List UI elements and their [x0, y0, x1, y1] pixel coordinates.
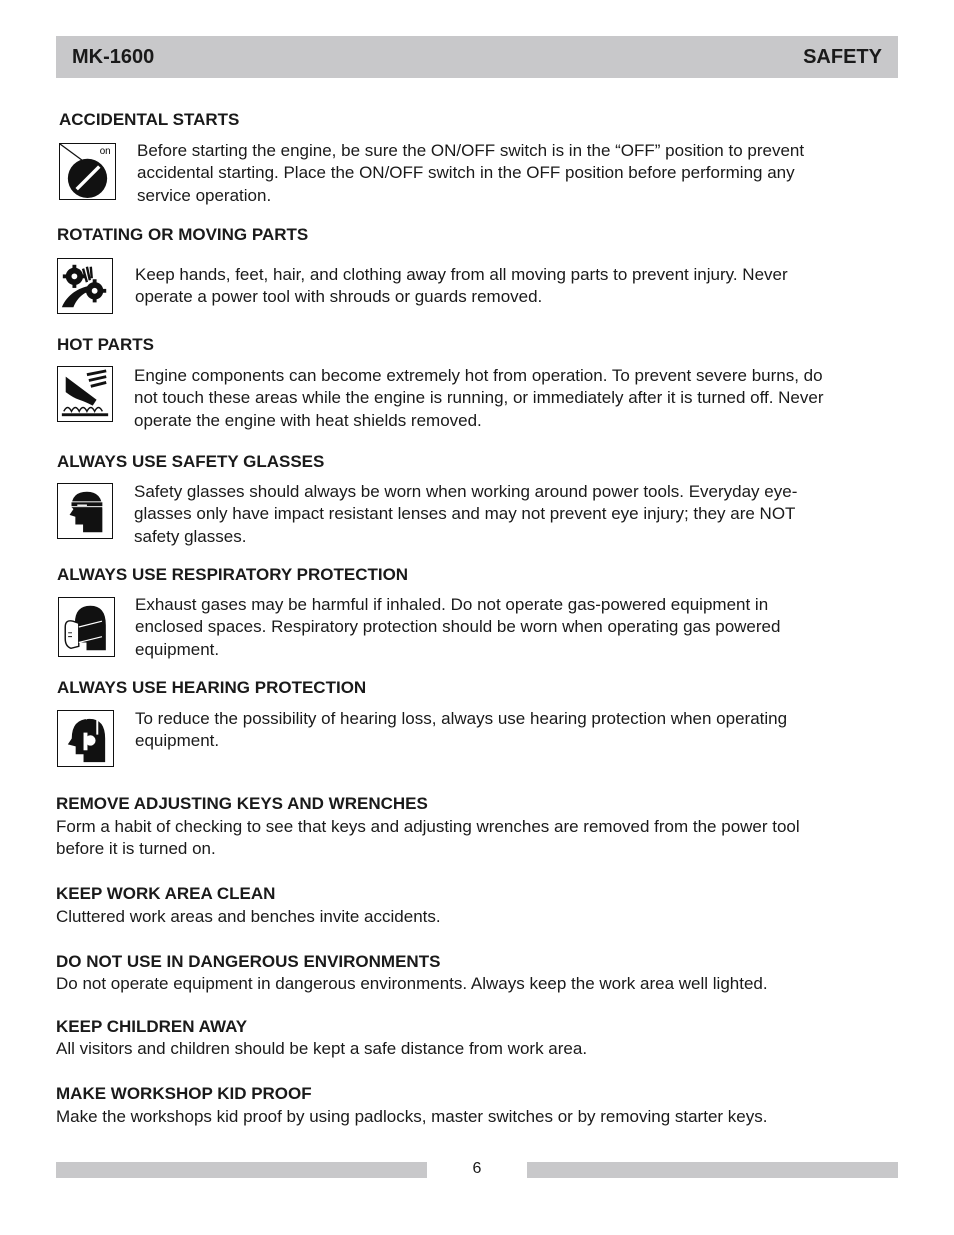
- section-body-dangerous-environments: [56, 973, 898, 995]
- body-line: safety glasses.: [134, 526, 247, 546]
- section-heading-kid-proof: MAKE WORKSHOP KID PROOF: [56, 1084, 312, 1103]
- page-number: 6: [472, 1160, 482, 1177]
- model-name: MK-1600: [72, 45, 155, 68]
- section-heading-safety-glasses: ALWAYS USE SAFETY GLASSES: [57, 452, 325, 471]
- rotating-gears-hand-icon: [57, 258, 113, 314]
- body-line: accidental starting. Place the ON/OFF switch in the OFF position before performing any: [137, 163, 795, 183]
- hearing-protection-head-icon: [57, 710, 114, 767]
- section-body-remove-keys: [56, 816, 898, 861]
- section-heading-work-area-clean: KEEP WORK AREA CLEAN: [56, 884, 276, 903]
- on-off-switch-icon: [59, 143, 116, 200]
- body-line: service operation.: [137, 185, 272, 205]
- body-line: Exhaust gases may be harmful if inhaled. Do not operate gas-powered equipment in: [135, 595, 769, 614]
- body-line: not touch these areas while the engine is running, or immediately after it is turned off. Never: [134, 388, 824, 408]
- section-heading-accidental-starts: ACCIDENTAL STARTS: [59, 110, 240, 129]
- section-title: SAFETY: [803, 45, 882, 68]
- hot-surface-hand-icon: [57, 366, 113, 422]
- section-body-hot-parts: [134, 365, 904, 432]
- section-body-rotating-parts: [135, 264, 897, 309]
- section-heading-rotating-parts: ROTATING OR MOVING PARTS: [57, 225, 309, 244]
- body-line: Before starting the engine, be sure the ON/OFF switch is in the “OFF” position to prevent: [137, 141, 805, 160]
- body-line: All visitors and children should be kept a safe distance from work area.: [56, 1039, 588, 1058]
- section-heading-hearing-protection: ALWAYS USE HEARING PROTECTION: [57, 678, 367, 697]
- body-line: Cluttered work areas and benches invite accidents.: [56, 907, 441, 926]
- section-heading-remove-keys: REMOVE ADJUSTING KEYS AND WRENCHES: [56, 794, 428, 813]
- section-body-safety-glasses: [134, 481, 904, 548]
- section-body-work-area-clean: [56, 906, 898, 928]
- body-line: operate the engine with heat shields removed.: [134, 410, 482, 430]
- body-line: Form a habit of checking to see that keys and adjusting wrenches are removed from the power tool: [56, 817, 800, 836]
- section-heading-hot-parts: HOT PARTS: [57, 335, 154, 354]
- body-line: equipment.: [135, 639, 220, 659]
- body-line: Do not operate equipment in dangerous environments. Always keep the work area well lighted.: [56, 974, 768, 993]
- body-line: operate a power tool with shrouds or guards removed.: [135, 287, 543, 307]
- body-line: glasses only have impact resistant lenses and may not prevent eye injury; they are NOT: [134, 504, 796, 524]
- section-body-respiratory-protection: [135, 594, 897, 661]
- section-heading-dangerous-environments: DO NOT USE IN DANGEROUS ENVIRONMENTS: [56, 952, 441, 971]
- body-line: before it is turned on.: [56, 839, 216, 859]
- section-body-hearing-protection: [135, 708, 897, 753]
- body-line: Engine components can become extremely hot from operation. To prevent severe burns, do: [134, 366, 823, 385]
- body-line: Safety glasses should always be worn when working around power tools. Everyday eye-: [134, 482, 798, 501]
- respirator-head-icon: [58, 597, 115, 657]
- body-line: To reduce the possibility of hearing loss, always use hearing protection when operating: [135, 709, 788, 728]
- section-body-children-away: [56, 1038, 898, 1060]
- section-body-kid-proof: [56, 1106, 898, 1128]
- body-line: equipment.: [135, 731, 220, 751]
- safety-glasses-head-icon: [57, 483, 113, 539]
- icon-on-label: on: [99, 145, 111, 157]
- section-heading-respiratory-protection: ALWAYS USE RESPIRATORY PROTECTION: [57, 565, 409, 584]
- section-body-accidental-starts: [137, 140, 897, 207]
- body-line: Make the workshops kid proof by using padlocks, master switches or by removing starter keys.: [56, 1107, 768, 1126]
- body-line: Keep hands, feet, hair, and clothing away from all moving parts to prevent injury. Never: [135, 265, 788, 284]
- body-line: enclosed spaces. Respiratory protection should be worn when operating gas powered: [135, 617, 781, 637]
- page-header: [56, 36, 898, 78]
- section-heading-children-away: KEEP CHILDREN AWAY: [56, 1017, 248, 1036]
